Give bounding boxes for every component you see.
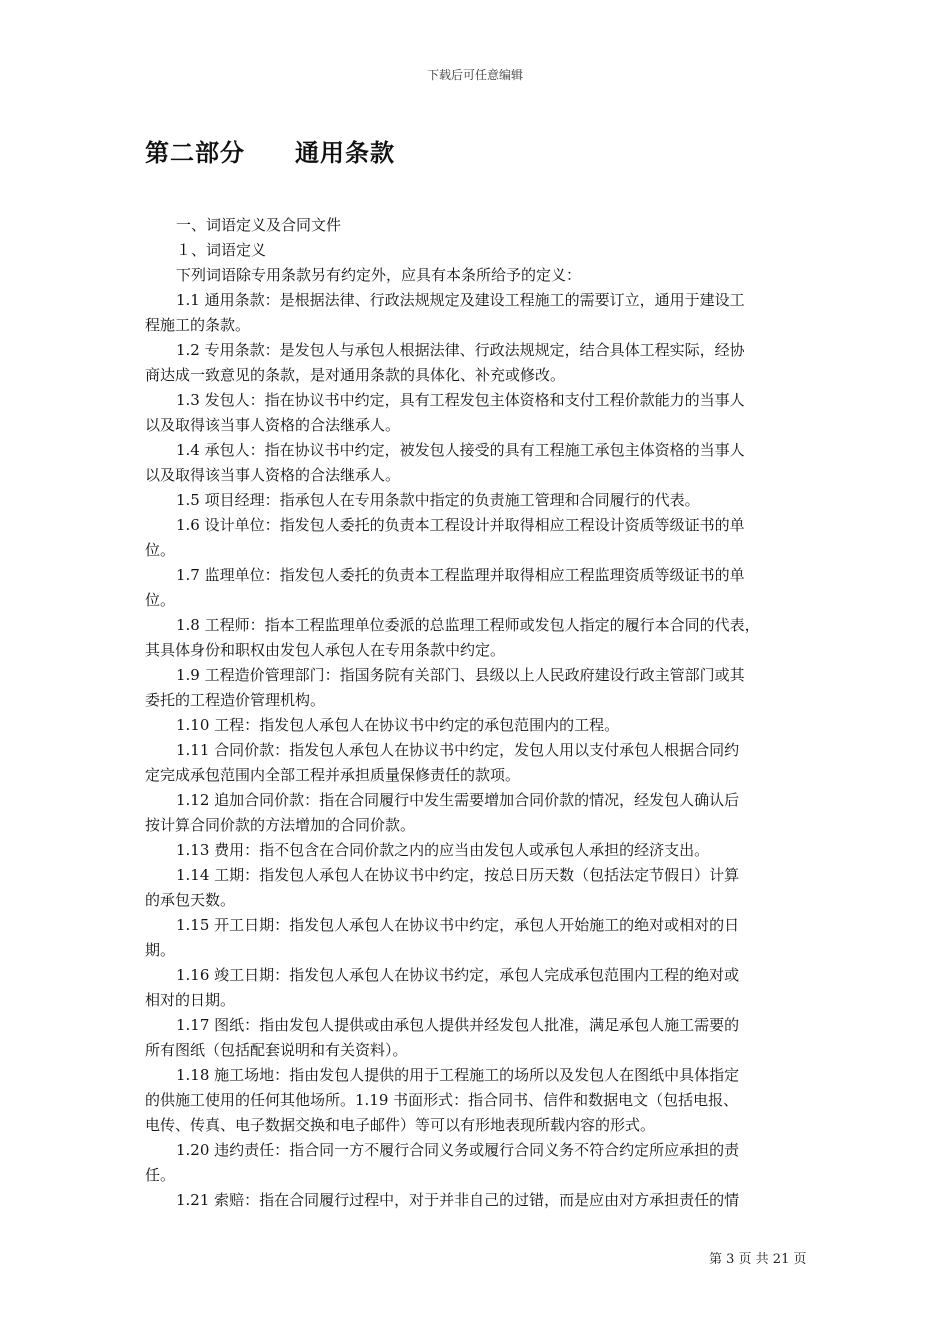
text-line: 1.8 工程师：指本工程监理单位委派的总监理工程师或发包人指定的履行本合同的代表，	[176, 616, 760, 634]
text-line: 1.10 工程：指发包人承包人在协议书中约定的承包范围内的工程。	[176, 716, 620, 734]
section-title: 第二部分 通用条款	[145, 139, 395, 167]
text-line: 1.11 合同价款：指发包人承包人在协议书中约定，发包人用以支付承包人根据合同约	[176, 741, 740, 759]
text-line: 按计算合同价款的方法增加的合同价款。	[145, 816, 416, 834]
text-line: 所有图纸（包括配套说明和有关资料）。	[145, 1041, 408, 1059]
text-line: 1.3 发包人：指在协议书中约定，具有工程发包主体资格和支付工程价款能力的当事人	[176, 391, 745, 409]
text-line: 位。	[145, 541, 176, 559]
text-line: 1.16 竣工日期：指发包人承包人在协议书约定，承包人完成承包范围内工程的绝对或	[176, 966, 740, 984]
text-line: 1.5 项目经理：指承包人在专用条款中指定的负责施工管理和合同履行的代表。	[176, 491, 700, 509]
text-line: 1.4 承包人：指在协议书中约定，被发包人接受的具有工程施工承包主体资格的当事人	[176, 441, 745, 459]
text-line: １、词语定义	[176, 241, 267, 259]
text-line: 1.17 图纸：指由发包人提供或由承包人提供并经发包人批准，满足承包人施工需要的	[176, 1016, 740, 1034]
text-line: 的承包天数。	[145, 891, 236, 909]
text-line: 1.15 开工日期：指发包人承包人在协议书中约定，承包人开始施工的绝对或相对的日	[176, 916, 740, 934]
text-line: 以及取得该当事人资格的合法继承人。	[145, 466, 401, 484]
text-line: 位。	[145, 591, 176, 609]
document-body	[145, 213, 817, 1213]
text-line: 的供施工使用的任何其他场所。1.19 书面形式：指合同书、信件和数据电文（包括电报、	[145, 1091, 739, 1109]
text-line: 1.1 通用条款：是根据法律、行政法规规定及建设工程施工的需要订立，通用于建设工	[176, 291, 745, 309]
text-line: 1.13 费用：指不包含在合同价款之内的应当由发包人或承包人承担的经济支出。	[176, 841, 710, 859]
text-line: 程施工的条款。	[145, 316, 251, 334]
text-line: 其具体身份和职权由发包人承包人在专用条款中约定。	[145, 641, 506, 659]
text-line: 1.9 工程造价管理部门：指国务院有关部门、县级以上人民政府建设行政主管部门或其	[176, 666, 745, 684]
text-line: 1.18 施工场地：指由发包人提供的用于工程施工的场所以及发包人在图纸中具体指定	[176, 1066, 740, 1084]
text-line: 以及取得该当事人资格的合法继承人。	[145, 416, 401, 434]
text-line: 定完成承包范围内全部工程并承担质量保修责任的款项。	[145, 766, 521, 784]
text-line: 1.2 专用条款：是发包人与承包人根据法律、行政法规规定，结合具体工程实际，经协	[176, 341, 745, 359]
text-line: 1.14 工期：指发包人承包人在协议书中约定，按总日历天数（包括法定节假日）计算	[176, 866, 740, 884]
text-line: 1.12 追加合同价款：指在合同履行中发生需要增加合同价款的情况，经发包人确认后	[176, 791, 740, 809]
page-number: 第 3 页 共 21 页	[709, 1252, 807, 1267]
text-line: 相对的日期。	[145, 991, 236, 1009]
text-line: 任。	[145, 1166, 176, 1184]
text-line: 期。	[145, 941, 176, 959]
page-header-note: 下载后可任意编辑	[426, 68, 523, 82]
text-line: 1.20 违约责任：指合同一方不履行合同义务或履行合同义务不符合约定所应承担的责	[176, 1141, 740, 1159]
text-line: 下列词语除专用条款另有约定外，应具有本条所给予的定义：	[176, 266, 582, 284]
text-line: 委托的工程造价管理机构。	[145, 691, 326, 709]
text-line: 1.7 监理单位：指发包人委托的负责本工程监理并取得相应工程监理资质等级证书的单	[176, 566, 745, 584]
text-line: 一、词语定义及合同文件	[176, 216, 342, 234]
text-line: 1.21 索赔：指在合同履行过程中，对于并非自己的过错，而是应由对方承担责任的情	[176, 1191, 740, 1209]
text-line: 电传、传真、电子数据交换和电子邮件）等可以有形地表现所载内容的形式。	[145, 1116, 656, 1134]
text-line: 1.6 设计单位：指发包人委托的负责本工程设计并取得相应工程设计资质等级证书的单	[176, 516, 745, 534]
text-line: 商达成一致意见的条款，是对通用条款的具体化、补充或修改。	[145, 366, 566, 384]
